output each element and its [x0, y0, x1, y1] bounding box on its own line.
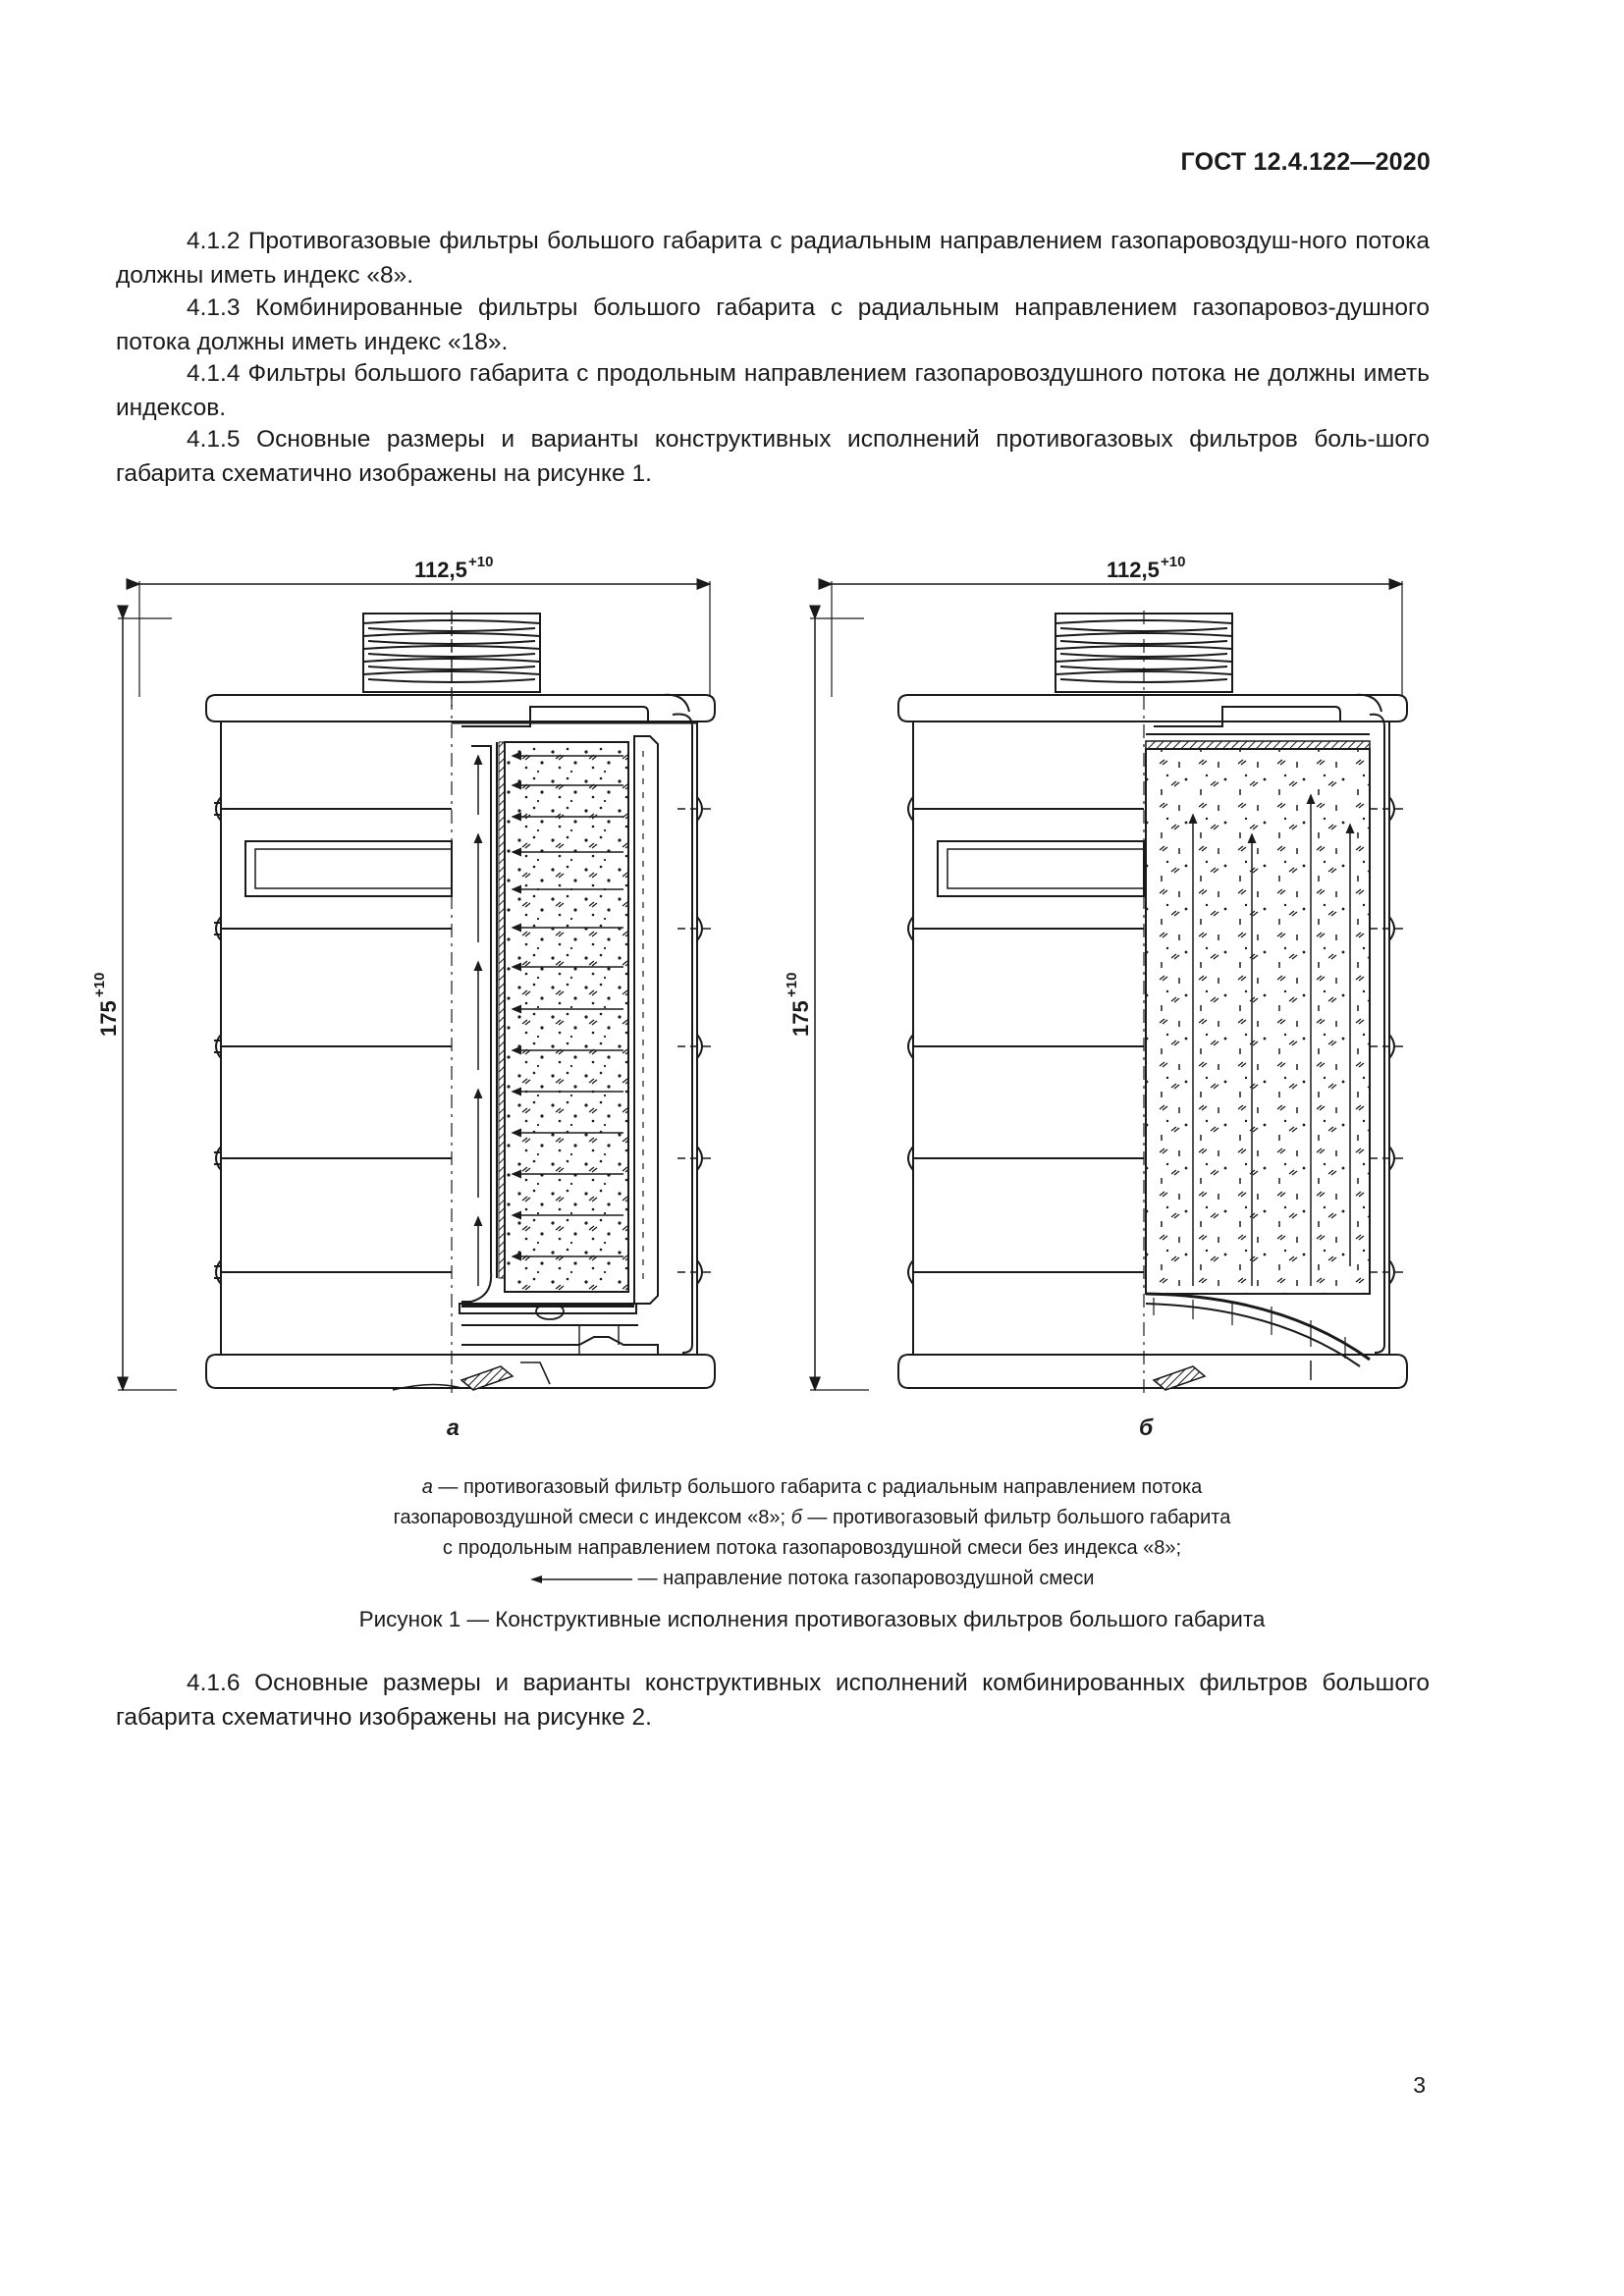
paragraph-4-1-2	[116, 225, 1430, 293]
subfigure-label-a: а	[447, 1415, 460, 1440]
filter-drawing-b	[810, 581, 1407, 1394]
filter-drawing-a	[118, 581, 715, 1394]
paragraph-text: 4.1.4 Фильтры большого габарита с продольным направлением газопаровоздушного потока не должны иметь индексов.	[116, 360, 1430, 421]
page-number: 3	[1413, 2072, 1426, 2098]
paragraph-text: 4.1.3 Комбинированные фильтры большого габарита с радиальным направлением газопаровоз-душного потока должны иметь индекс «18».	[116, 294, 1430, 355]
paragraph-text: 4.1.2 Противогазовые фильтры большого габарита с радиальным направлением газопаровоздуш-ного потока должны иметь индекс «8».	[116, 228, 1430, 289]
width-dimension-b: 112,5	[1107, 558, 1160, 582]
legend-line-2: газопаровоздушной смеси с индексом «8»; б — противогазовый фильтр большого габарита	[393, 1507, 1231, 1528]
height-dimension-b: 175	[788, 1000, 813, 1037]
subfigure-label-b: б	[1139, 1415, 1154, 1440]
filter-drawings	[91, 540, 1424, 1453]
figure-legend	[0, 1472, 1624, 1594]
paragraph-4-1-5	[116, 423, 1430, 491]
width-tolerance-b: +10	[1161, 554, 1186, 570]
flow-direction-arrow-icon	[530, 1575, 632, 1584]
document-header: ГОСТ 12.4.122—2020	[1180, 148, 1431, 176]
height-tolerance-b: +10	[784, 972, 800, 997]
height-tolerance-a: +10	[91, 972, 108, 997]
legend-line-4: — направление потока газопаровоздушной смеси	[0, 1564, 1624, 1594]
width-tolerance-a: +10	[468, 554, 494, 570]
paragraph-text: 4.1.5 Основные размеры и варианты конструктивных исполнений противогазовых фильтров боль-шого габарита схематично изображены на рисунке 1.	[116, 426, 1430, 487]
legend-line-1: а — противогазовый фильтр большого габарита с радиальным направлением потока	[421, 1476, 1203, 1498]
paragraph-4-1-6	[116, 1667, 1430, 1735]
figure-1	[91, 540, 1424, 1453]
paragraph-4-1-4	[116, 357, 1430, 425]
paragraph-text: 4.1.6 Основные размеры и варианты конструктивных исполнений комбинированных фильтров большого габарита схематично изображены на рисунке 2.	[116, 1670, 1430, 1731]
figure-caption: Рисунок 1 — Конструктивные исполнения противогазовых фильтров большого габарита	[358, 1607, 1266, 1631]
height-dimension-a: 175	[96, 1000, 121, 1037]
paragraph-4-1-3	[116, 292, 1430, 359]
width-dimension-a: 112,5	[414, 558, 467, 582]
legend-line-3: с продольным направлением потока газопаровоздушной смеси без индекса «8»;	[442, 1537, 1182, 1559]
